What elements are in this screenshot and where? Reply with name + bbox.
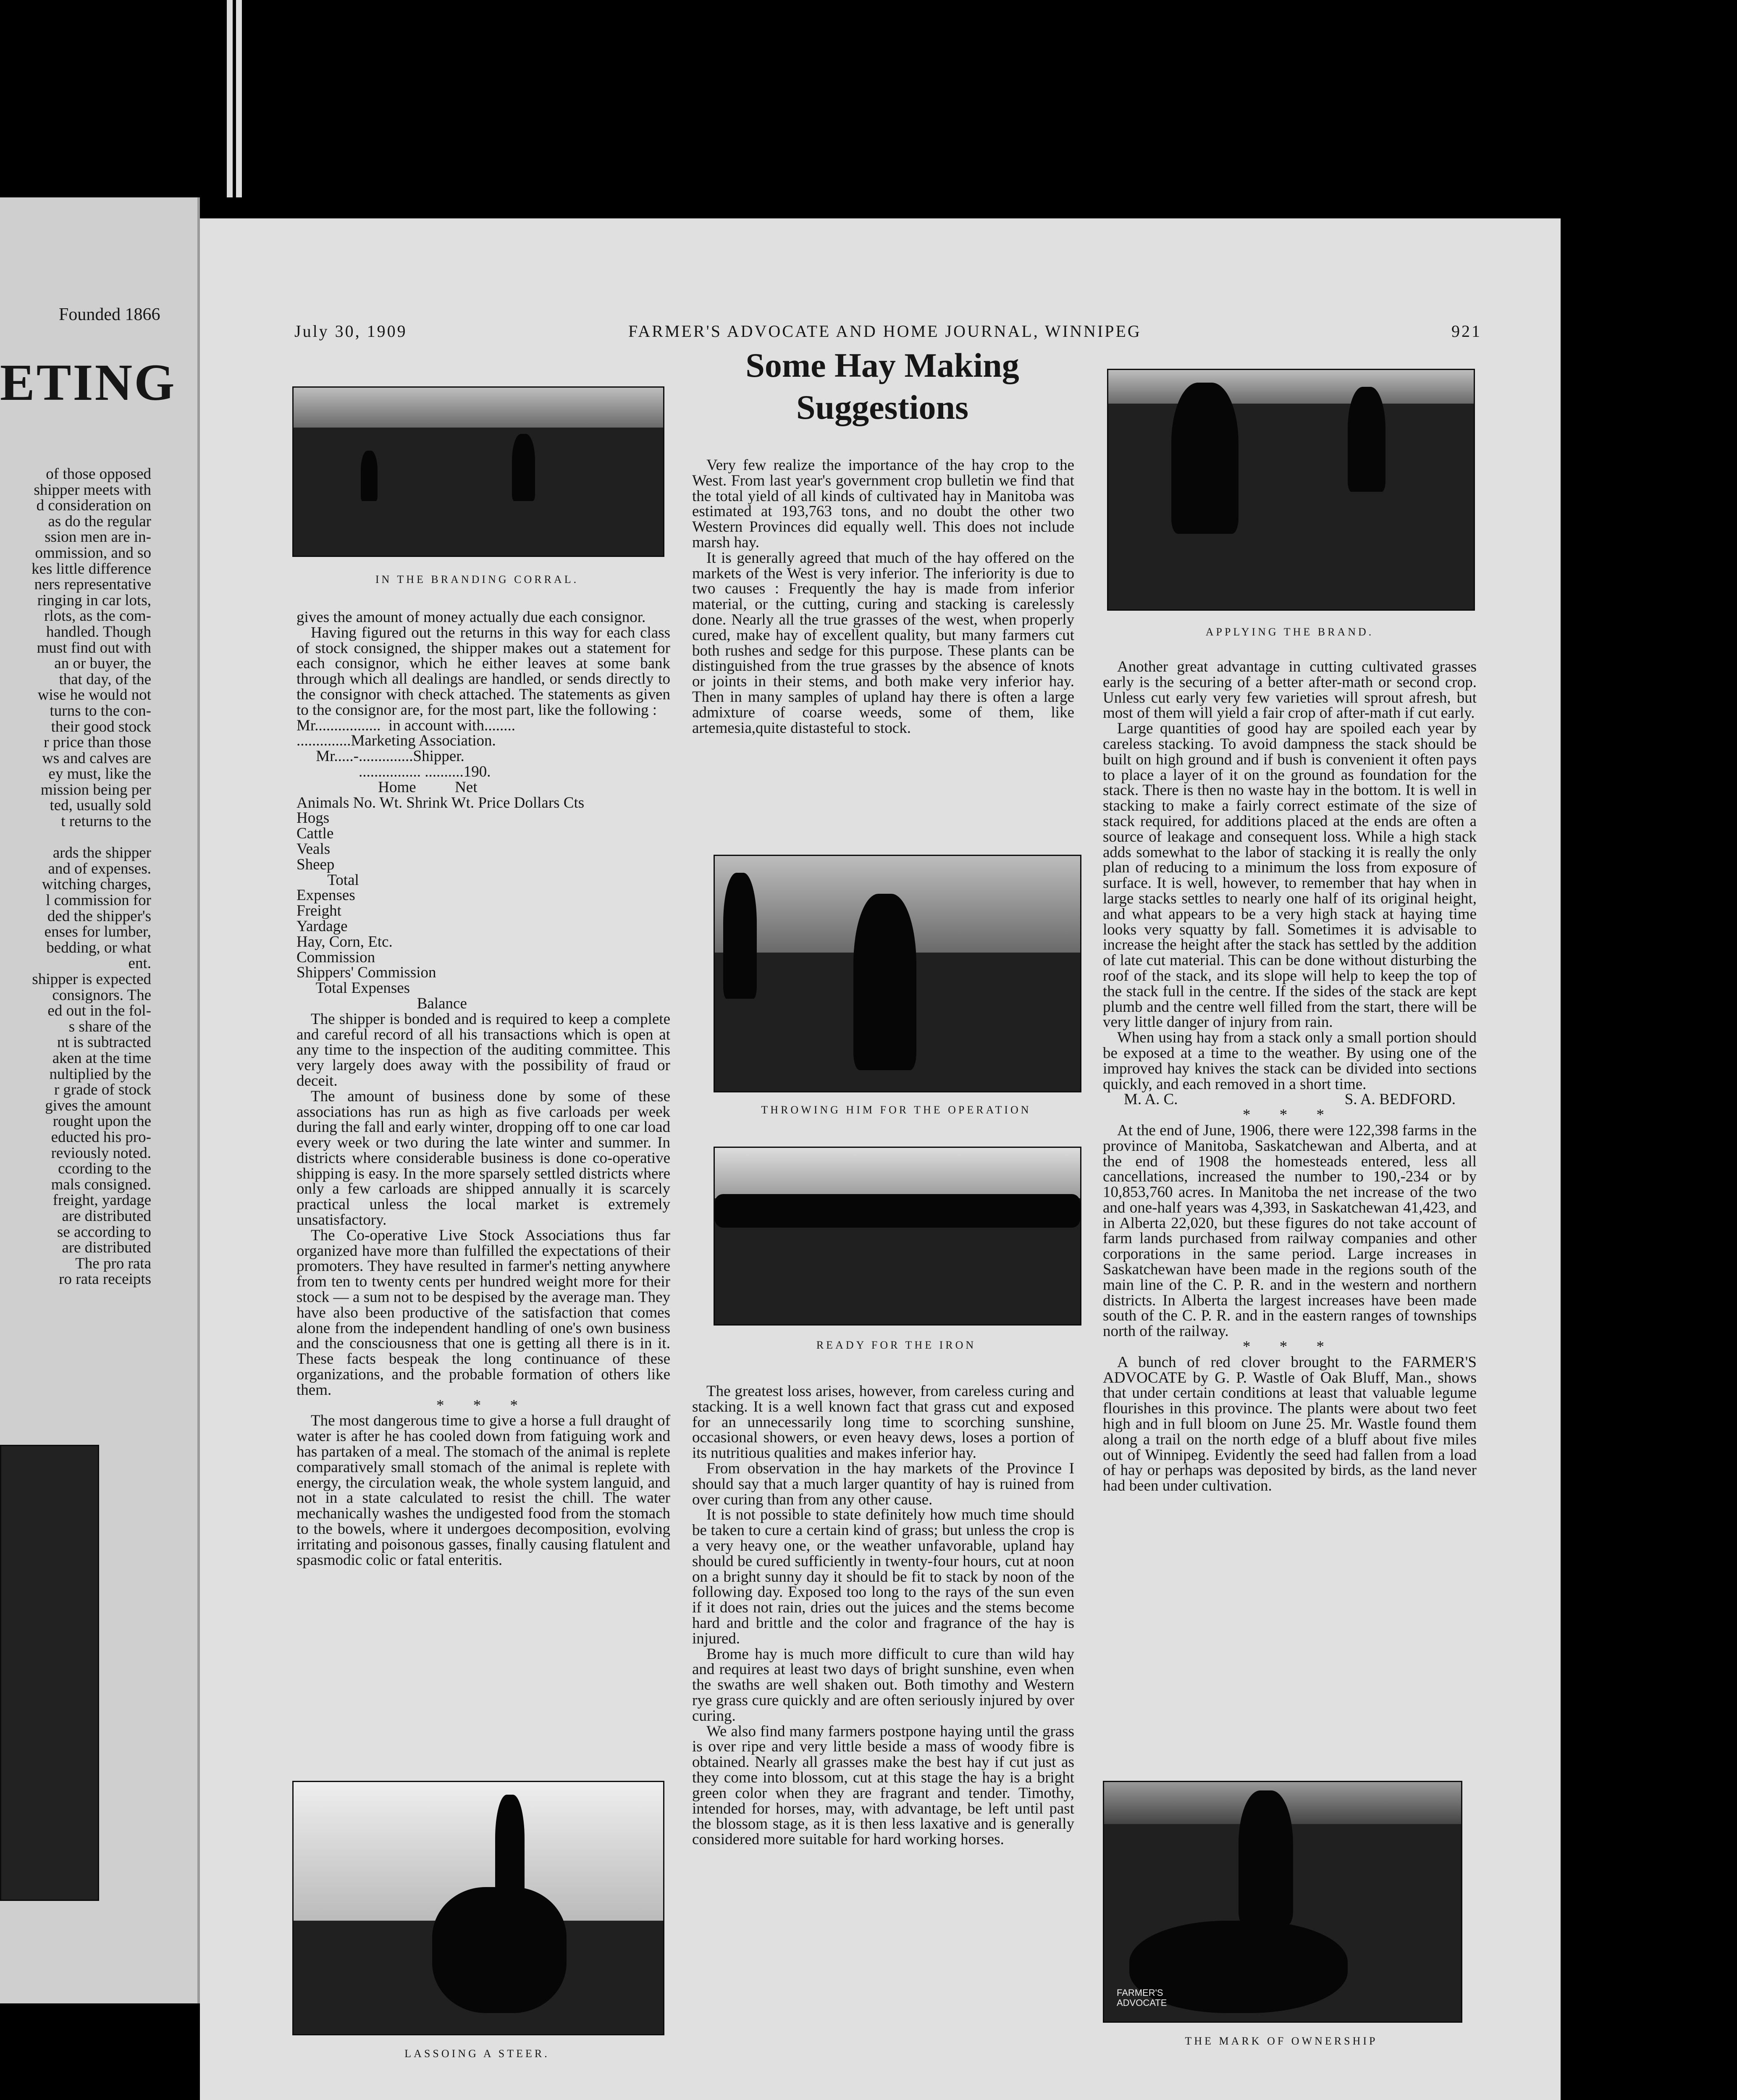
col2-paragraph: It is generally agreed that much of the hay offered on the markets of the West is very inferior. The inferiority is due to two causes : Frequently the hay is made from inferior material, or the cutting, curing and stacking is carelessly done. Nearly all the true grasses of the west, when properly cured, make hay of excellent quality, but many farmers cut both rushes and sedge for this purpose. These plants can be distinguished from the true grasses by the absence of knots or joints in their stems, and both make very inferior hay. Then in many samples of upland hay there is often a large admixture of coarse weeds, some of them, like artemesia,quite distasteful to stock. — [692, 549, 1074, 737]
left-column-line: rlots, as the com- — [44, 607, 151, 625]
col3-paragraph: At the end of June, 1906, there were 122,398 farms in the province of Manitoba, Saskatchewan and Alberta, and at the end of 1908 the homesteads entered, less all cancellations, increased the number to 190,-234 or by 10,853,760 acres. In Manitoba the net increase of the two and one-half years was 4,393, in Saskatchewan 41,423, and in Alberta 22,020, but these figures do not take account of farm lands purchased from railway companies and other corporations in the same period. Large increases in Saskatchewan have been made in the regions south of the main line of the C. P. R. and in the western and northern districts. In Alberta the largest increases have been made south of the C. P. R. and in the eastern ranges of townships north of the railway. — [1103, 1121, 1477, 1340]
left-page-fragment — [0, 197, 200, 2003]
article-column-2-top — [692, 458, 1074, 736]
caption-ready-for-iron: READY FOR THE IRON — [816, 1339, 976, 1351]
article-column-3 — [1103, 659, 1477, 1494]
left-column-line: ommission, and so — [35, 544, 151, 562]
form-line: Home Net — [296, 778, 478, 796]
form-line: Expenses — [296, 887, 355, 904]
col2-paragraph: Brome hay is much more difficult to cure than wild hay and requires at least two days of bright sunshine, even when the swaths are well shaken out. Both timothy and Western rye grass cure quickly and are often seriously injured by over curing. — [692, 1645, 1074, 1725]
left-column-line: turns to the con- — [50, 702, 151, 719]
form-line: Commission — [296, 948, 375, 966]
form-line: Cattle — [296, 825, 334, 843]
article-signature — [1103, 1092, 1477, 1108]
left-page-photo — [0, 1445, 99, 1901]
left-column-line: nultiplied by the — [49, 1065, 151, 1083]
left-column-line: must find out with — [37, 639, 151, 656]
left-page-headline: ETING — [0, 354, 176, 411]
left-column-line: gives the amount — [45, 1097, 151, 1114]
col1-paragraph: The most dangerous time to give a horse a full draught of water is after he has cooled down from fatiguing work and has partaken of a meal. The stomach of the animal is replete comparatively small stomach of the animal is replete with energy, the circulation weak, the whole system languid, and not in a state calculated to resist the chill. The water mechanically washes the undigested food from the stomach to the bowels, where it undergoes decomposition, evolving irritating and poisonous gasses, finally causing flatulent and spasmodic colic or fatal enteritis. — [296, 1412, 670, 1569]
left-column-line: shipper meets with — [34, 481, 151, 499]
caption-mark-of-ownership: THE MARK OF OWNERSHIP — [1185, 2035, 1378, 2047]
left-column-line: r grade of stock — [54, 1081, 151, 1099]
col1-paragraph: Having figured out the returns in this way for each class of stock consigned, the shipper makes out a statement for each consignor, which he either leaves at some bank through which all dealings are handled, or sends directly to the consignor with check attached. The statements as given to the consignor are, for the most part, like the following : — [296, 624, 670, 719]
left-column-line: reviously noted. — [51, 1144, 151, 1162]
form-line: ................ ..........190. — [296, 763, 491, 780]
left-column-line: shipper is expected — [32, 971, 151, 988]
form-line: Mr................. in account with........ — [296, 717, 516, 734]
left-column-line: ey must, like the — [48, 765, 151, 783]
left-column-line: that day, of the — [59, 670, 151, 688]
photo-ready-for-iron — [714, 1147, 1081, 1326]
left-column-line: of those opposed — [46, 465, 151, 483]
left-column-line: an or buyer, the — [54, 655, 151, 672]
left-column-line: and of expenses. — [48, 860, 151, 877]
col1-paragraph: The Co-operative Live Stock Associations thus far organized have more than fulfilled the expectations of their promoters. They have resulted in farmer's netting anywhere from ten to twenty cents per hundred weight more for their stock — a sum not to be despised by the average man. They have also been productive of the satisfaction that comes alone from the independent handling of one's own business and the consciousness that one is getting all there is in it. These facts bespeak the long continuance of these organizations, and the probable formation of others like them. — [296, 1226, 670, 1399]
left-column-line: are distributed — [62, 1239, 151, 1257]
left-column-line: se according to — [57, 1223, 151, 1241]
photo-applying-brand — [1107, 369, 1475, 611]
form-line: ..............Marketing Association. — [296, 732, 496, 750]
caption-branding-corral: IN THE BRANDING CORRAL. — [375, 573, 579, 585]
col1-paragraph: The shipper is bonded and is required to keep a complete and careful record of all his transactions which is open at any time to the inspection of the auditing committee. This very largely does away with the possibility of fraud or deceit. — [296, 1010, 670, 1089]
left-column-line: The pro rata — [75, 1255, 151, 1272]
article-title-line-1: Some Hay Making — [745, 346, 1019, 384]
running-head-title: FARMER'S ADVOCATE AND HOME JOURNAL, WINNIPEG — [628, 322, 1141, 341]
col3-paragraph: A bunch of red clover brought to the FARMER'S ADVOCATE by G. P. Wastle of Oak Bluff, Man., shows that under certain conditions at least that valuable legume flourishes in this province. The plants were about two feet high and in full bloom on June 25. Mr. Wastle found them along a trail on the north edge of a bluff about five miles out of Winnipeg. Evidently the seed had fallen from a load of hay or perhaps was deposited by birds, as the land never had been under cultivation. — [1103, 1353, 1477, 1495]
form-line: Animals No. Wt. Shrink Wt. Price Dollars Cts — [296, 794, 585, 811]
left-column-line: consignors. The — [52, 986, 151, 1004]
article-column-2-bottom — [692, 1384, 1074, 1848]
left-column-line: s share of the — [68, 1018, 151, 1035]
signature-institution: M. A. C. — [1124, 1091, 1178, 1108]
caption-throwing-him: THROWING HIM FOR THE OPERATION — [761, 1104, 1031, 1116]
photo-throwing-him — [714, 855, 1081, 1092]
running-head-date: July 30, 1909 — [294, 322, 407, 341]
left-column-line: as do the regular — [48, 512, 151, 530]
left-column-line — [0, 830, 151, 845]
left-column-line: ssion men are in- — [45, 528, 151, 546]
form-line: Freight — [296, 902, 341, 920]
col2-paragraph: From observation in the hay markets of the Province I should say that a much larger quantity of hay is ruined from over curing than from any other cause. — [692, 1460, 1074, 1508]
left-column-line: nt is subtracted — [57, 1034, 151, 1051]
form-line: Veals — [296, 840, 331, 858]
left-page-header: Founded 1866 — [59, 305, 160, 324]
left-column-line: d consideration on — [36, 497, 151, 514]
form-line: Balance — [296, 995, 467, 1012]
left-column-line: l commission for — [46, 892, 151, 909]
left-column-line: ccording to the — [58, 1160, 151, 1178]
form-line: Sheep — [296, 856, 335, 873]
newspaper-page — [200, 218, 1561, 2100]
article-column-1 — [296, 610, 670, 1568]
left-column-line: ed out in the fol- — [47, 1002, 151, 1020]
section-separator: * * * — [1243, 1338, 1337, 1356]
col2-paragraph: Very few realize the importance of the hay crop to the West. From last year's government crop bulletin we find that the total yield of all kinds of cultivated hay in Manitoba was estimated at 193,763 tons, and no doubt the other two Western Provinces did equally well. This does not include marsh hay. — [692, 457, 1074, 551]
film-mark-top — [227, 0, 244, 197]
section-separator: * * * — [1243, 1106, 1337, 1124]
left-column-line: ws and calves are — [42, 749, 151, 767]
col3-paragraph: Another great advantage in cutting cultivated grasses early is the securing of a better after-math or second crop. Unless cut early very few varieties will sprout afresh, but most of them will yield a fair crop of after-math if cut early. — [1103, 658, 1477, 722]
ownership-brand-stencil: FARMER'S ADVOCATE — [1117, 1987, 1167, 2008]
left-column-line: bedding, or what — [46, 939, 151, 956]
form-line: Hogs — [296, 809, 330, 827]
left-column-line: rought upon the — [52, 1113, 151, 1130]
left-column-line: aken at the time — [52, 1049, 151, 1067]
form-line: Shippers' Commission — [296, 964, 436, 982]
page-number: 921 — [1451, 322, 1482, 341]
left-column-line: enses for lumber, — [44, 923, 151, 941]
left-column-line: ringing in car lots, — [37, 591, 151, 609]
left-column-line: educted his pro- — [51, 1128, 151, 1146]
form-line: Total — [296, 871, 359, 889]
left-column-line: t returns to the — [61, 813, 151, 830]
section-separator: * * * — [436, 1396, 530, 1414]
left-column-line: witching charges, — [42, 876, 151, 893]
left-page-column — [0, 466, 151, 1287]
left-column-line: ards the shipper — [52, 844, 151, 862]
left-column-line: their good stock — [51, 718, 151, 735]
left-column-line: mission being per — [40, 781, 151, 798]
col2-paragraph: The greatest loss arises, however, from careless curing and stacking. It is a well known fact that grass cut and exposed for an unnecessarily long time to scorching sunshine, occasional showers, or even heavy dews, loses a portion of its nutritious qualities and makes inferior hay. — [692, 1383, 1074, 1462]
left-column-line: mals consigned. — [51, 1176, 151, 1193]
article-title-line-2: Suggestions — [796, 388, 969, 426]
col1-paragraph: gives the amount of money actually due each consignor. — [296, 609, 646, 626]
signature-author: S. A. BEDFORD. — [1344, 1091, 1456, 1108]
photo-mark-of-ownership — [1103, 1781, 1462, 2023]
left-column-line: are distributed — [62, 1207, 151, 1225]
consignor-statement-form — [296, 718, 670, 1012]
left-column-line: handled. Though — [46, 623, 151, 640]
photo-lassoing-steer — [292, 1781, 664, 2035]
col2-paragraph: It is not possible to state definitely how much time should be taken to cure a certain kind of grass; but unless the crop is a very heavy one, or the weather unfavorable, upland hay should be cured sufficiently in twenty-four hours, cut at noon on a bright sunny day it should be fit to stack by noon of the following day. Exposed too long to the rays of the sun even if it does not rain, dries out the juices and the stems become hard and brittle and the color and fragrance of the hay is injured. — [692, 1506, 1074, 1647]
left-column-line: wise he would not — [37, 686, 151, 704]
left-column-line: ded the shipper's — [47, 907, 151, 925]
caption-lassoing-steer: LASSOING A STEER. — [404, 2048, 550, 2060]
left-column-line: ted, usually sold — [50, 797, 151, 814]
col1-paragraph: The amount of business done by some of these associations has run as high as five carloads per week during the fall and early winter, dropping off to one car load every week or two during the late winter and summer. In districts where considerable business is done co-operative shipping is easy. In the more sparsely settled districts where only a few carloads are shipped annually it is scarcely practical unless the local market is extremely unsatisfactory. — [296, 1087, 670, 1229]
left-column-line: freight, yardage — [52, 1192, 151, 1209]
col2-paragraph: We also find many farmers postpone haying until the grass is over ripe and very little beside a mass of woody fibre is obtained. Nearly all grasses make the best hay if cut just as they come into blossom, cut at this stage the hay is a bright green color when they are fragrant and tender. Timothy, intended for horses, may, with advantage, be left until past the blossom stage, as it is then less laxative and is generally considered more suitable for hard working horses. — [692, 1722, 1074, 1848]
left-column-line: r price than those — [44, 734, 151, 751]
left-column-line: kes little difference — [31, 560, 151, 578]
col3-paragraph: When using hay from a stack only a small portion should be exposed at a time to the weather. By using one of the improved hay knives the stack can be divided into sections quickly, and each removed in a short time. — [1103, 1029, 1477, 1093]
form-line: Hay, Corn, Etc. — [296, 933, 393, 950]
col3-paragraph: Large quantities of good hay are spoiled each year by careless stacking. To avoid dampness the stack should be built on high ground and if bush is convenient it often pays to place a layer of it on the ground as foundation for the stack. There is then no waste hay in the bottom. It is well in stacking to make a fairly correct estimate of the size of stack required, for additions placed at the ends are often a source of leakage and consequent loss. While a high stack adds somewhat to the labor of stacking it is really the only plan of reducing to a minimum the loss from exposure of surface. It is well, however, to remember that hay when in large stacks settles to nearly one half of its original height, and what appears to be a very high stack at haying time looks very squatty by fall. Sometimes it is advisable to increase the height after the stack has settled by the addition of late cut material. This can be done without disturbing the roof of the stack, and its slope will help to keep the top of the stack full in the centre. If the sides of the stack are kept plumb and the centre well filled from the start, there will be very little danger of injury from rain. — [1103, 720, 1477, 1031]
photo-branding-corral — [292, 386, 664, 557]
left-column-line: ners representative — [34, 576, 151, 593]
form-line: Mr.....-..............Shipper. — [296, 748, 464, 765]
article-title — [702, 344, 1063, 428]
left-column-line: ent. — [128, 955, 151, 972]
caption-applying-brand: APPLYING THE BRAND. — [1205, 626, 1374, 638]
left-column-line: ro rata receipts — [59, 1270, 151, 1288]
form-line: Total Expenses — [296, 979, 410, 997]
form-line: Yardage — [296, 917, 348, 935]
